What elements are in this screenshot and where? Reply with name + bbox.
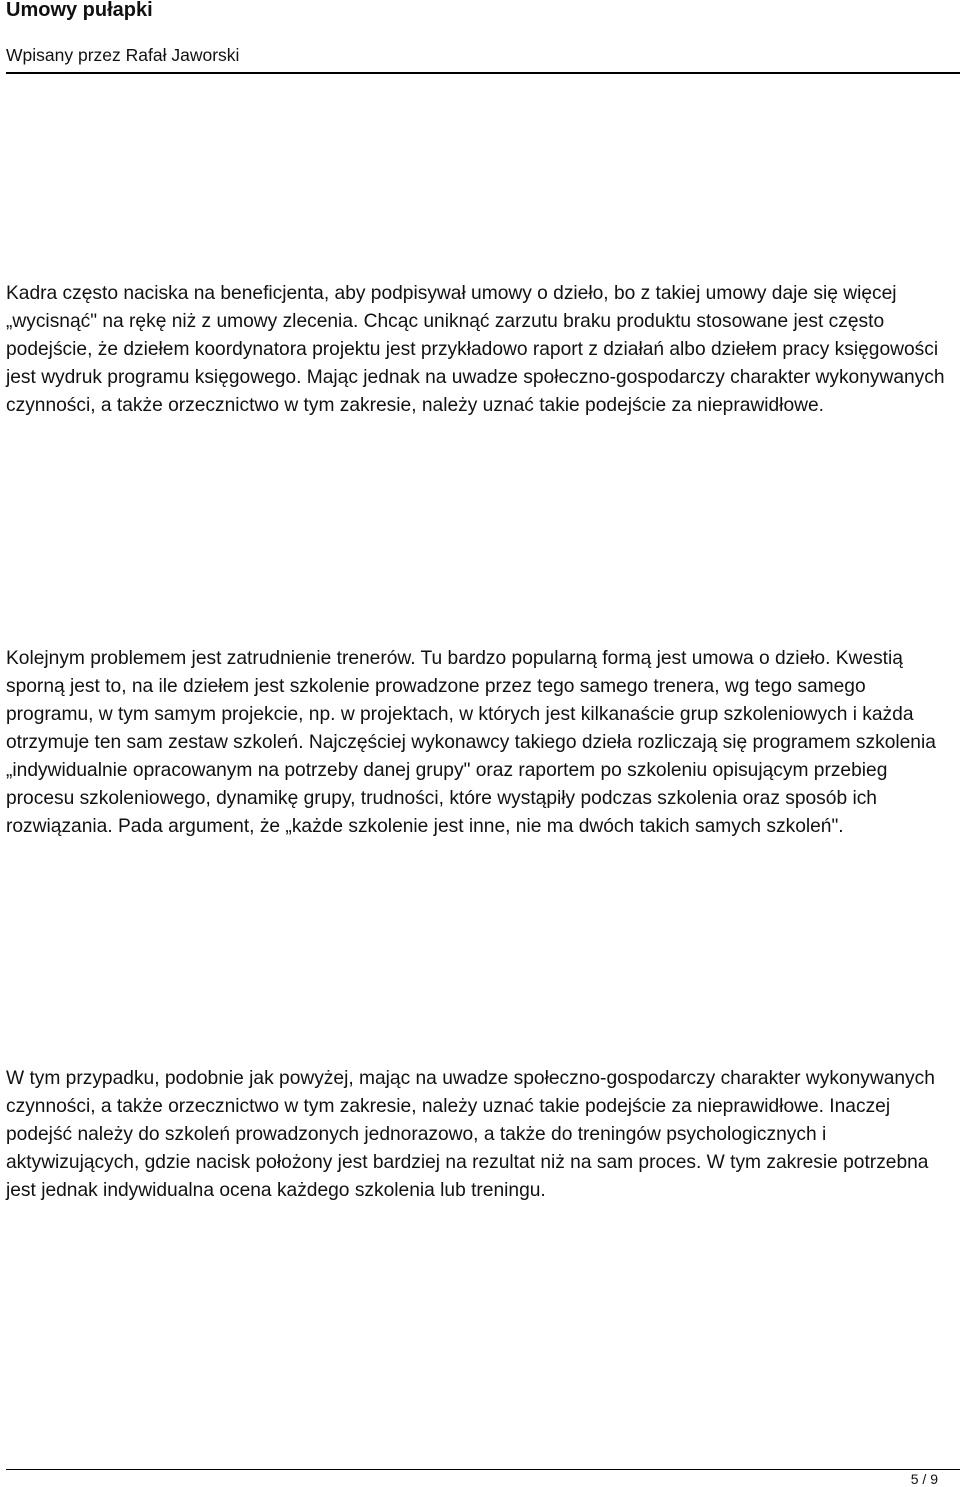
body-paragraph-1: Kadra często naciska na beneficjenta, aby podpisywał umowy o dzieło, bo z takiej umowy daje się więcej „wycisnąć" na rękę niż z umowy zlecenia. Chcąc uniknąć zarzutu braku produktu stosowane jest często podejście, że dziełem koordynatora projektu jest przykładowo raport z działań albo dziełem pracy księgowości jest wydruk programu księgowego. Mając jednak na uwadze społeczno-gospodarczy charakter wykonywanych czynności, a także orzecznictwo w tym zakresie, należy uznać takie podejście za nieprawidłowe. [6, 283, 945, 416]
page-number: 5 / 9 [910, 1471, 938, 1487]
body-paragraph-3: W tym przypadku, podobnie jak powyżej, mając na uwadze społeczno-gospodarczy charakter wykonywanych czynności, a także orzecznictwo w tym zakresie, należy uznać takie podejście za nieprawidłowe. Inaczej podejść należy do szkoleń prowadzonych jednorazowo, a także do treningów psychologicznych i aktywizujących, gdzie nacisk położony jest bardziej na rezultat niż na sam proces. W tym zakresie potrzebna jest jednak indywidualna ocena każdego szkolenia lub treningu. [6, 1068, 935, 1201]
body-paragraph-2: Kolejnym problemem jest zatrudnienie trenerów. Tu bardzo popularną formą jest umowa o dzieło. Kwestią sporną jest to, na ile dziełem jest szkolenie prowadzone przez tego samego trenera, wg tego samego programu, w tym samym projekcie, np. w projektach, w których jest kilkanaście grup szkoleniowych i każda otrzymuje ten sam zestaw szkoleń. Najczęściej wykonawcy takiego dzieła rozliczają się programem szkolenia „indywidualnie opracowanym na potrzeby danej grupy" oraz raportem po szkoleniu opisującym przebieg procesu szkoleniowego, dynamikę grupy, trudności, które wystąpiły podczas szkolenia oraz sposób ich rozwiązania. Pada argument, że „każde szkolenie jest inne, nie ma dwóch takich samych szkoleń". [6, 648, 936, 837]
header-divider [6, 72, 960, 74]
page-title: Umowy pułapki [6, 0, 153, 21]
author-line: Wpisany przez Rafał Jaworski [6, 45, 240, 65]
footer-divider [6, 1469, 960, 1470]
